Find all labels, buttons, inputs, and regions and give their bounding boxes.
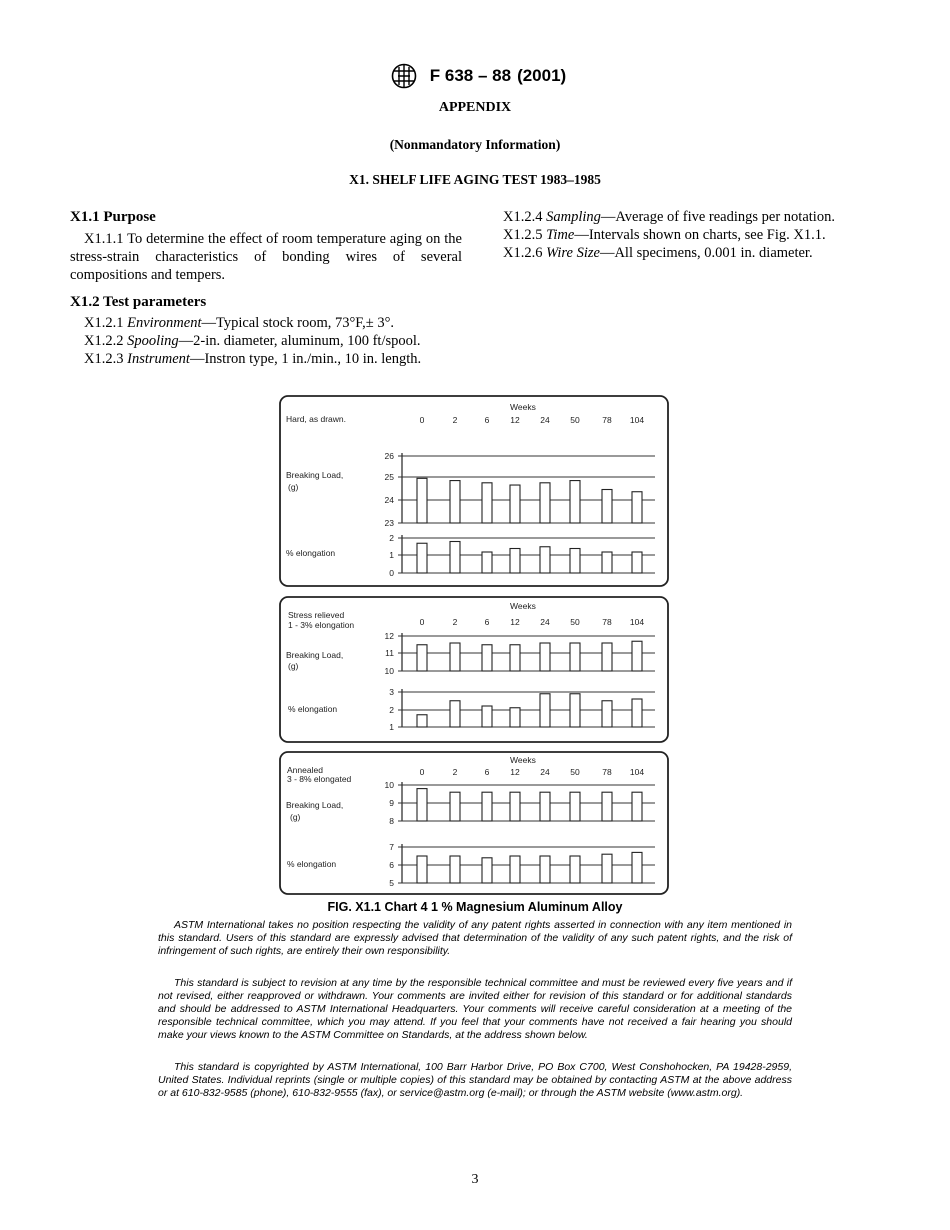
chart-2-week-label-78: 78 xyxy=(602,617,612,627)
chart-3-panel-1-tick-10: 10 xyxy=(384,780,394,790)
chart-3-panel-2-bar-78 xyxy=(602,854,612,883)
chart-3-week-label-12: 12 xyxy=(510,767,520,777)
chart-2-panel-1-bar-12 xyxy=(510,645,520,671)
chart-2-panel-1-tick-11: 11 xyxy=(385,648,394,658)
chart-2-ylabel-top-unit: (g) xyxy=(288,661,299,671)
chart-2-panel-1-tick-12: 12 xyxy=(384,631,394,641)
chart-3-title-l2: 3 - 8% elongated xyxy=(287,774,352,784)
chart-1-week-label-0: 0 xyxy=(419,415,425,425)
chart-3-panel-1-bar-0 xyxy=(417,789,427,821)
chart-1-panel-1-bar-24 xyxy=(540,483,550,523)
chart-3-ylabel-top: Breaking Load, xyxy=(286,800,344,810)
chart-3-panel-2-bar-6 xyxy=(482,858,492,883)
revision-notice: This standard is subject to revision at any time by the responsible technical committee and must be reviewed every five years and if not revised, either reapproved or withdrawn. Your comments are invited either for revision of this standard or for additional standards and should be addressed to ASTM International Headquarters. Your comments will receive careful consideration at a meeting of the responsible technical committee, which you may attend. If you feel that your comments have not received a fair hearing you should make your views known to the ASTM Committee on Standards, at the address shown below. xyxy=(158,977,792,1041)
chart-1-ylabel-top-unit: (g) xyxy=(288,482,299,492)
chart-3-panel-1-bar-24 xyxy=(540,792,550,821)
chart-3-panel-2-tick-5: 5 xyxy=(389,878,394,888)
chart-1-panel-1-bar-50 xyxy=(570,481,580,523)
chart-3-panel-2-tick-7: 7 xyxy=(389,842,394,852)
chart-1-week-label-78: 78 xyxy=(602,415,612,425)
param-environment: X1.2.1 Environment—Typical stock room, 73°F,± 3°. xyxy=(84,315,395,331)
chart-3-panel-1-bar-78 xyxy=(602,792,612,821)
chart-2-panel-1-bar-50 xyxy=(570,643,580,671)
chart-2-week-label-24: 24 xyxy=(540,617,550,627)
nonmandatory-label: (Nonmandatory Information) xyxy=(389,137,561,152)
chart-3-panel-1-tick-8: 8 xyxy=(389,816,394,826)
chart-2-panel-2-bar-6 xyxy=(482,706,492,727)
param-spooling: X1.2.2 Spooling—2-in. diameter, aluminum, 100 ft/spool. xyxy=(84,333,421,349)
copyright-notice: This standard is copyrighted by ASTM International, 100 Barr Harbor Drive, PO Box C700, West Conshohocken, PA 19428-2959, United States. Individual reprints (single or multiple copies) of this standard may be obtained by contacting ASTM at the above address or at 610-832-9585 (phone), 610-832-9555 (fax), or service@astm.org (e-mail); or through the ASTM website (www.astm.org). xyxy=(158,1061,792,1099)
purpose-text: X1.1.1 To determine the effect of room temperature aging on the stress-strain characteristics of bonding wires of several compositions and tempers. xyxy=(70,231,462,283)
chart-3-week-label-104: 104 xyxy=(629,767,645,777)
chart-1-week-label-50: 50 xyxy=(570,415,580,425)
param-wire-size: X1.2.6 Wire Size—All specimens, 0.001 in. diameter. xyxy=(503,245,813,261)
chart-2-panel-2-tick-1: 1 xyxy=(389,722,394,732)
chart-3-panel-2-tick-6: 6 xyxy=(389,860,394,870)
chart-3-ylabel-top-unit: (g) xyxy=(290,812,301,822)
chart-3-week-label-50: 50 xyxy=(570,767,580,777)
chart-2-week-label-0: 0 xyxy=(419,617,425,627)
appendix-title: APPENDIX xyxy=(438,100,512,115)
chart-2-week-label-6: 6 xyxy=(484,617,490,627)
chart-2-panel-2-tick-2: 2 xyxy=(389,705,394,715)
chart-2-title-l1: Stress relieved xyxy=(288,610,345,620)
chart-1-xlabel: Weeks xyxy=(510,402,536,412)
chart-1-week-label-24: 24 xyxy=(540,415,550,425)
chart-3-panel-2-bar-12 xyxy=(510,856,520,883)
chart-3-week-label-24: 24 xyxy=(540,767,550,777)
chart-1-panel-2-bar-0 xyxy=(417,543,427,573)
chart-2-week-label-104: 104 xyxy=(629,617,645,627)
standard-year: (2001) xyxy=(517,66,567,85)
chart-3-panel-1-bar-104 xyxy=(632,792,642,821)
chart-2-panel-1-bar-24 xyxy=(540,643,550,671)
chart-1-panel-2-bar-2 xyxy=(450,542,460,574)
chart-1-panel-1-bar-6 xyxy=(482,483,492,523)
chart-1-title: Hard, as drawn. xyxy=(286,414,346,424)
chart-1-week-label-104: 104 xyxy=(629,415,645,425)
chart-2-panel-2-tick-3: 3 xyxy=(389,687,394,697)
chart-3-panel-1-tick-9: 9 xyxy=(389,798,394,808)
chart-3-panel-1-bar-2 xyxy=(450,792,460,821)
chart-1-panel-1-bar-12 xyxy=(510,485,520,523)
x1-title: X1. SHELF LIFE AGING TEST 1983–1985 xyxy=(349,172,601,187)
chart-1-panel-2-bar-6 xyxy=(482,552,492,573)
chart-3-week-label-2: 2 xyxy=(452,767,458,777)
chart-1-panel-2-bar-50 xyxy=(570,549,580,574)
chart-1-panel-1-tick-26: 26 xyxy=(384,451,394,461)
param-instrument: X1.2.3 Instrument—Instron type, 1 in./min., 10 in. length. xyxy=(84,351,422,367)
chart-1-panel-2-bar-12 xyxy=(510,549,520,574)
chart-1-panel-1-tick-23: 23 xyxy=(384,518,394,528)
chart-2-week-label-50: 50 xyxy=(570,617,580,627)
chart-2-panel-2-bar-78 xyxy=(602,701,612,727)
chart-2-panel-1-bar-2 xyxy=(450,643,460,671)
chart-2-panel-2-bar-104 xyxy=(632,699,642,727)
chart-2-ylabel-top: Breaking Load, xyxy=(286,650,344,660)
chart-1-panel-2-bar-104 xyxy=(632,552,642,573)
chart-1-panel-1-bar-2 xyxy=(450,481,460,523)
chart-1-panel-2-tick-1: 1 xyxy=(389,550,394,560)
chart-2-panel-2-bar-50 xyxy=(570,694,580,727)
chart-2-panel-1-bar-78 xyxy=(602,643,612,671)
chart-2-week-label-2: 2 xyxy=(452,617,458,627)
chart-2-week-label-12: 12 xyxy=(510,617,520,627)
chart-3-panel-2-bar-0 xyxy=(417,856,427,883)
chart-1-panel-2-bar-78 xyxy=(602,552,612,573)
chart-3-panel-2-bar-104 xyxy=(632,852,642,883)
chart-1-week-label-2: 2 xyxy=(452,415,458,425)
chart-1-panel-1-tick-24: 24 xyxy=(384,495,394,505)
chart-3-panel-1-bar-6 xyxy=(482,792,492,821)
chart-3-panel-1-bar-50 xyxy=(570,792,580,821)
chart-3-panel-2-bar-2 xyxy=(450,856,460,883)
chart-1-panel-2-tick-0: 0 xyxy=(389,568,394,578)
param-time: X1.2.5 Time—Intervals shown on charts, see Fig. X1.1. xyxy=(503,227,826,243)
chart-3-xlabel: Weeks xyxy=(510,755,536,765)
purpose-heading: X1.1 Purpose xyxy=(70,209,156,225)
chart-2-title-l2: 1 - 3% elongation xyxy=(288,620,355,630)
chart-2-panel-1-bar-104 xyxy=(632,641,642,671)
chart-3-ylabel-bottom: % elongation xyxy=(287,859,337,869)
chart-2-panel-1-tick-10: 10 xyxy=(384,666,394,676)
chart-1-week-label-6: 6 xyxy=(484,415,490,425)
figure-caption: FIG. X1.1 Chart 4 1 % Magnesium Aluminum Alloy xyxy=(327,900,623,914)
chart-1-panel-1-bar-78 xyxy=(602,490,612,524)
chart-1-ylabel-bottom: % elongation xyxy=(286,548,336,558)
chart-1-panel-1-tick-25: 25 xyxy=(384,472,394,482)
chart-1-panel-1-bar-0 xyxy=(417,478,427,523)
patent-notice: ASTM International takes no position respecting the validity of any patent rights asserted in connection with any item mentioned in this standard. Users of this standard are expressly advised that determination of the validity of any such patent rights, and the risk of infringement of such rights, are entirely their own responsibility. xyxy=(158,919,792,957)
chart-1-panel-1-bar-104 xyxy=(632,492,642,523)
chart-3-week-label-78: 78 xyxy=(602,767,612,777)
param-sampling: X1.2.4 Sampling—Average of five readings per notation. xyxy=(503,209,835,225)
chart-3-week-label-0: 0 xyxy=(419,767,425,777)
chart-2-panel-2-bar-24 xyxy=(540,694,550,727)
chart-3-panel-2-bar-24 xyxy=(540,856,550,883)
chart-1-panel-2-bar-24 xyxy=(540,547,550,573)
chart-2-panel-2-bar-12 xyxy=(510,708,520,727)
chart-1-panel-2-tick-2: 2 xyxy=(389,533,394,543)
chart-3-week-label-6: 6 xyxy=(484,767,490,777)
params-heading: X1.2 Test parameters xyxy=(70,294,207,310)
chart-2-ylabel-bottom: % elongation xyxy=(288,704,338,714)
chart-2-panel-1-bar-0 xyxy=(417,645,427,671)
chart-3-panel-2-bar-50 xyxy=(570,856,580,883)
chart-3-panel-1-bar-12 xyxy=(510,792,520,821)
chart-2-panel-2-bar-0 xyxy=(417,715,427,727)
chart-3-title-l1: Annealed xyxy=(287,765,323,775)
chart-1-ylabel-top: Breaking Load, xyxy=(286,470,344,480)
page-number: 3 xyxy=(471,1172,479,1187)
chart-2-panel-2-bar-2 xyxy=(450,701,460,727)
standard-designation: F 638 – 88 xyxy=(429,66,512,85)
chart-2-panel-1-bar-6 xyxy=(482,645,492,671)
chart-2-xlabel: Weeks xyxy=(510,601,536,611)
chart-1-week-label-12: 12 xyxy=(510,415,520,425)
